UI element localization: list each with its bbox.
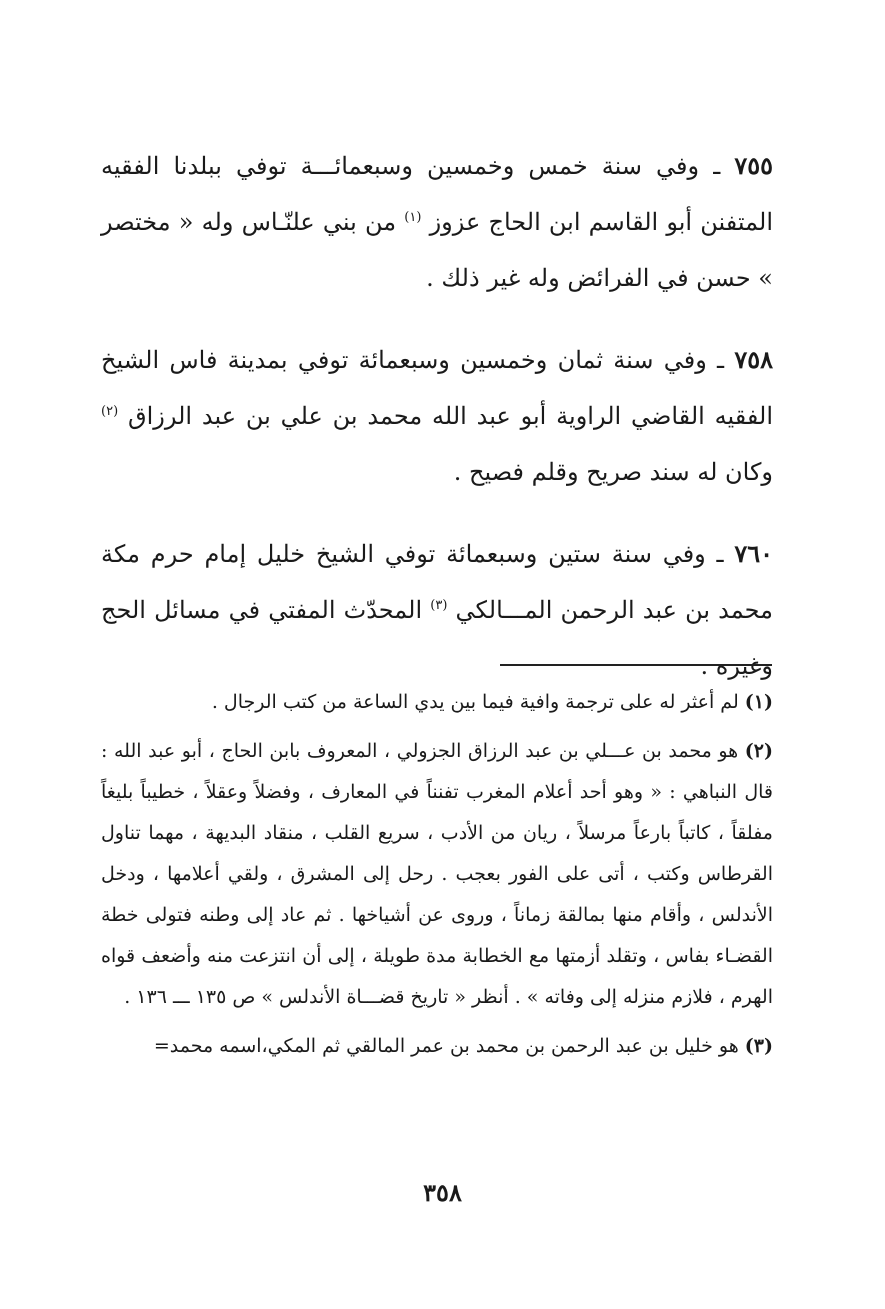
footnote-text: هو محمد بن عـــلي بن عبد الرزاق الجزولي ، المعروف بابن الحاج ، أبو عبد الله : قال النباهي : « وهو أحد أعلام المغرب تفنناً في المعارف ، وفضلاً وعقلاً ، خطيباً بليغاً مفلقاً ، كاتباً بارعاً مرسلاً ، ريان من الأدب ، سريع القلب ، منقاد البديهة ، مهما تناول القرطاس وكتب ، أتى على الفور بعجب . رحل إلى المشرق ، ولقي أعلامها ، ودخل الأندلس ، وأقام منها بمالقة زماناً ، وروى عن أشياخها . ثم عاد إلى وطنه فتولى خطة القضـاء بفاس ، وتقلد أزمتها مع الخطابة مدة طويلة ، إلى أن انتزعت منه وأضعف قواه الهرم ، فلازم منزله إلى وفاته » . أنظر « تاريخ قضـــاة الأندلس » ص ١٣٥ ـــ ١٣٦ . [101,740,773,1008]
page-number: ٣٥٨ [423,1178,462,1207]
footnote-reference: (٣) [430,598,448,613]
footnote-2 [101,731,773,1018]
footnote-1 [101,682,773,723]
entry-text: ـ وفي سنة ستين وسبعمائة توفي الشيخ خليل إمام حرم مكة محمد بن عبد الرحمن المـــالكي [101,540,773,624]
footnote-number: (١) [744,691,773,713]
footnote-reference: (١) [404,210,422,225]
footnote-number: (٢) [744,740,773,762]
footnote-reference: (٢) [101,404,119,419]
footnote-divider [500,664,772,666]
entry-758 [101,332,773,500]
entry-number: ٧٥٥ [734,151,773,180]
entry-text: ـ وفي سنة خمس وخمسين وسبعمائـــة توفي ببلدنا الفقيه المتفنن أبو القاسم ابن الحاج عزوز [101,152,773,236]
footnote-text: هو خليل بن عبد الرحمن بن محمد بن عمر المالقي ثم المكي،اسمه محمد= [153,1035,745,1057]
entry-number: ٧٦٠ [734,539,773,568]
entry-text: وكان له سند صريح وقلم فصيح . [453,458,773,486]
entry-760 [101,526,773,694]
footnote-3 [101,1026,773,1067]
entry-text: المحدّث المفتي في مسائل الحج وغيره . [101,596,773,680]
entry-text: من بني علنّـاس وله « مختصر » حسن في الفرائض وله غير ذلك . [101,208,773,292]
entry-text: ـ وفي سنة ثمان وخمسين وسبعمائة توفي بمدينة فاس الشيخ الفقيه القاضي الراوية أبو عبد الله محمد بن علي بن عبد الرزاق [101,346,773,430]
footnote-text: لم أعثر له على ترجمة وافية فيما بين يدي الساعة من كتب الرجال . [211,691,745,713]
main-text [101,138,773,720]
footnotes [101,682,773,1075]
entry-number: ٧٥٨ [734,345,773,374]
footnote-number: (٣) [744,1035,773,1057]
entry-755 [101,138,773,306]
